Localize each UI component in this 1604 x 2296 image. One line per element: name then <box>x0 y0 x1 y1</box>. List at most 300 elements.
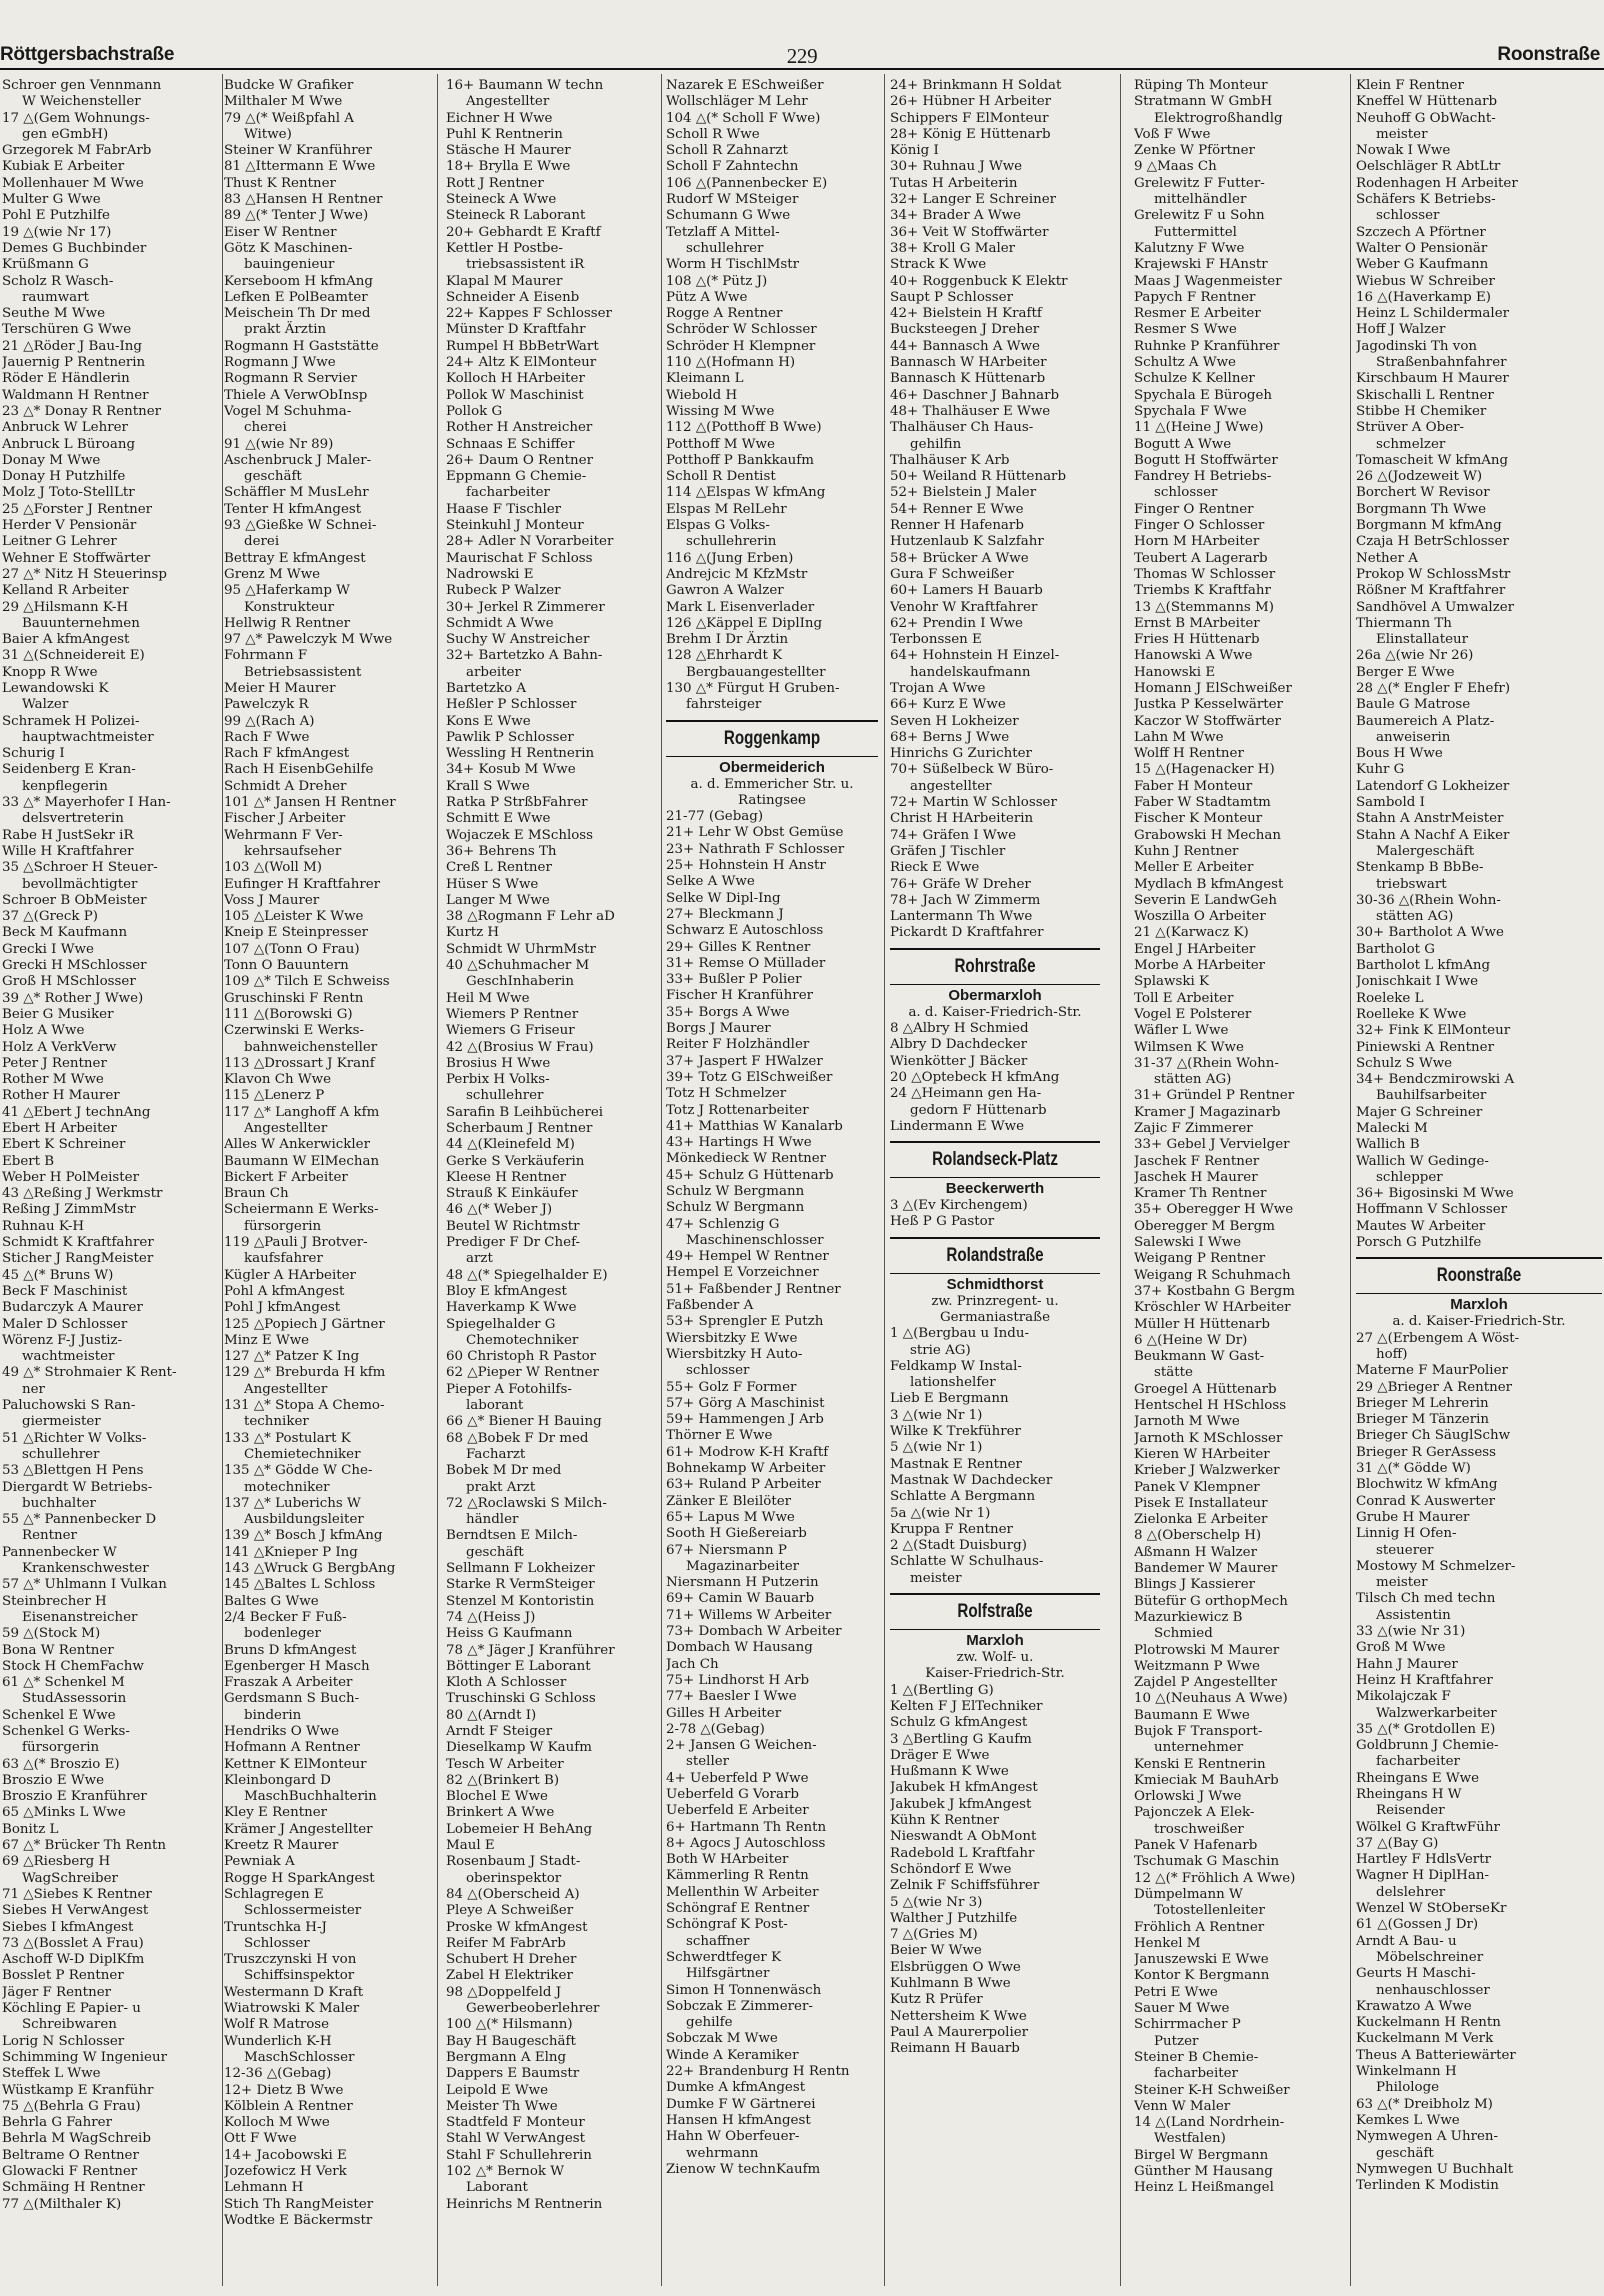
entry-continuation: prakt Ärztin <box>244 322 327 338</box>
directory-entry: Winde A Keramiker <box>666 2047 799 2063</box>
directory-entry: Totz J Rottenarbeiter <box>666 1102 809 1118</box>
directory-entry: Geurts H Maschi- <box>1356 1966 1476 1982</box>
directory-entry: Stibbe H Chemiker <box>1356 403 1487 419</box>
directory-entry: Schurig I <box>2 746 65 762</box>
entry-continuation: Gewerbeoberlehrer <box>466 2001 600 2017</box>
directory-entry: Rodenhagen H Arbeiter <box>1356 175 1518 191</box>
directory-entry: Brosius H Wwe <box>446 1055 551 1071</box>
directory-entry: 49 △* Strohmaier K Rent- <box>2 1365 177 1381</box>
entry-continuation: cherei <box>244 420 287 436</box>
directory-entry: Neuhoff G ObWacht- <box>1356 110 1496 126</box>
directory-entry: Grube H Maurer <box>1356 1509 1470 1525</box>
directory-entry: Mautes W Arbeiter <box>1356 1218 1486 1234</box>
entry-continuation: Schlosser <box>244 1935 310 1951</box>
directory-entry: Kuckelmann H Rentn <box>1356 2015 1501 2031</box>
directory-entry: Spiegelhalder G <box>446 1316 556 1332</box>
entry-continuation: wachtmeister <box>22 1349 115 1365</box>
street-heading-rule <box>890 1177 1100 1178</box>
directory-entry: 12-36 △(Gebag) <box>224 2066 332 2082</box>
directory-entry: Malecki M <box>1356 1121 1428 1136</box>
directory-entry: Dumke F W Gärtnerei <box>666 2096 816 2112</box>
entry-continuation: kehrsaufseher <box>244 843 342 859</box>
directory-entry: Paluchowski S Ran- <box>2 1398 136 1414</box>
directory-entry: 79 △(* Weißpfahl A <box>224 110 354 126</box>
directory-entry: Bona W Rentner <box>2 1642 114 1658</box>
directory-entry: Nazarek E ESchweißer <box>666 78 824 93</box>
entry-continuation: steuerer <box>1376 1542 1434 1558</box>
directory-entry: Maul E <box>446 1838 495 1854</box>
street-heading: Rohrstraße <box>954 955 1036 977</box>
directory-entry: Brieger R GerAssess <box>1356 1444 1497 1460</box>
entry-continuation: schullehrer <box>686 240 764 256</box>
directory-entry: Milthaler M Wwe <box>224 94 343 110</box>
street-heading: Roonstraße <box>1436 1265 1522 1287</box>
directory-entry: Wolff H Rentner <box>1134 746 1244 762</box>
directory-entry: 11 △(Heine J Wwe) <box>1134 420 1264 436</box>
directory-entry: Haase F Tischler <box>446 501 562 517</box>
directory-entry: Thomas W Schlosser <box>1134 566 1276 582</box>
entry-continuation: mittelhändler <box>1154 192 1247 208</box>
directory-entry: Ernst B MArbeiter <box>1134 615 1260 631</box>
entry-continuation: kenpflegerin <box>22 778 108 794</box>
directory-entry: Hartley F HdlsVertr <box>1356 1852 1491 1868</box>
entry-continuation: hoff) <box>1376 1346 1408 1362</box>
directory-entry: 10 △(Neuhaus A Wwe) <box>1134 1691 1288 1707</box>
page-number: 229 <box>786 44 818 68</box>
directory-entry: Schröder W Schlosser <box>666 322 817 338</box>
directory-entry: Borchert W Revisor <box>1356 485 1490 501</box>
directory-entry: 98 △Doppelfeld J <box>446 1984 562 2000</box>
directory-entry: 75 △(Behrla G Frau) <box>2 2098 141 2114</box>
entry-continuation: gen eGmbH) <box>22 126 109 142</box>
directory-entry: Rother M Wwe <box>2 1072 104 1088</box>
directory-entry: Grecki I Wwe <box>2 941 94 957</box>
directory-entry: Grelewitz F u Sohn <box>1134 208 1265 224</box>
directory-entry: Siebes I kfmAngest <box>2 1919 134 1935</box>
directory-entry: 23 △* Donay R Rentner <box>2 403 162 419</box>
directory-entry: Wallich B <box>1356 1137 1420 1153</box>
directory-entry: Stahl F Schullehrerin <box>446 2147 592 2163</box>
directory-entry: Grelewitz F Futter- <box>1134 175 1265 191</box>
directory-entry: 37+ Kostbahn G Bergm <box>1134 1283 1295 1299</box>
directory-entry: Bandemer W Maurer <box>1134 1561 1278 1577</box>
directory-entry: Dümpelmann W <box>1134 1886 1243 1902</box>
directory-entry: 2-78 △(Gebag) <box>666 1721 765 1737</box>
directory-entry: Grzegorek M FabrArb <box>2 143 152 159</box>
directory-entry: Scholl F Zahntechn <box>666 159 799 175</box>
directory-entry: Rach F Wwe <box>224 729 310 745</box>
entry-continuation: gehilfin <box>910 436 962 452</box>
entry-continuation: Bergbauangestellter <box>686 664 826 680</box>
directory-entry: Schmidt A Dreher <box>224 778 347 794</box>
directory-entry: Bettray E kfmAngest <box>224 550 366 566</box>
street-location: Kaiser-Friedrich-Str. <box>925 1666 1065 1682</box>
directory-entry: Tenter H kfmAngest <box>224 501 362 517</box>
directory-entry: Mostowy M Schmelzer- <box>1356 1558 1516 1574</box>
directory-entry: 28+ Adler N Vorarbeiter <box>446 534 614 550</box>
directory-entry: Ueberfeld E Arbeiter <box>666 1803 809 1819</box>
entry-continuation: stätten AG) <box>1376 909 1454 925</box>
directory-entry: Jarnoth K MSchlosser <box>1134 1430 1283 1446</box>
column-divider <box>884 74 885 2286</box>
directory-entry: 7 △(Gries M) <box>890 1927 978 1943</box>
directory-entry: Bartholot G <box>1356 941 1435 957</box>
directory-entry: Rogmann H Gaststätte <box>224 338 379 354</box>
directory-entry: 77 △(Milthaler K) <box>2 2196 122 2212</box>
directory-entry: 15 △(Hagenacker H) <box>1134 762 1275 778</box>
district-name: Marxloh <box>966 1632 1024 1650</box>
directory-entry: Nettersheim K Wwe <box>890 2008 1027 2024</box>
directory-entry: Faber W Stadtamtm <box>1134 795 1271 811</box>
directory-entry: Budcke W Grafiker <box>224 78 354 93</box>
directory-entry: Rumpel H BbBetrWart <box>446 338 599 354</box>
directory-entry: Baumann W ElMechan <box>224 1153 380 1169</box>
directory-entry: Rother H Maurer <box>2 1088 120 1104</box>
directory-entry: Nieswandt A ObMont <box>890 1829 1037 1845</box>
directory-entry: Krämer J Angestellter <box>224 1821 373 1837</box>
directory-entry: Schäfers K Betriebs- <box>1356 192 1496 208</box>
directory-entry: Pajonczek A Elek- <box>1134 1805 1255 1821</box>
directory-entry: Wessling H Rentnerin <box>446 746 595 762</box>
entry-continuation: delslehrer <box>1376 1884 1446 1900</box>
directory-entry: Maler D Schlosser <box>2 1316 128 1332</box>
entry-continuation: Hilfsgärtner <box>686 1966 770 1982</box>
street-heading: Rolfstraße <box>957 1601 1033 1623</box>
directory-entry: Gräfen J Tischler <box>890 843 1006 859</box>
directory-entry: 51 △Richter W Volks- <box>2 1430 147 1446</box>
directory-entry: Pohl J kfmAngest <box>224 1300 341 1316</box>
directory-entry: Holz A Wwe <box>2 1023 85 1039</box>
directory-entry: Schöndorf E Wwe <box>890 1861 1012 1877</box>
directory-entry: Strauß K Einkäufer <box>446 1186 578 1202</box>
directory-entry: Hentschel H HSchloss <box>1134 1398 1287 1414</box>
directory-entry: Aschenbruck J Maler- <box>224 452 372 468</box>
directory-entry: Strack K Wwe <box>890 257 987 273</box>
directory-entry: Terlinden K Modistin <box>1356 2178 1499 2194</box>
entry-continuation: oberinspektor <box>466 1870 562 1886</box>
street-location: a. d. Emmericher Str. u. <box>690 776 854 792</box>
directory-entry: Nymwegen U Buchhalt <box>1356 2161 1514 2177</box>
street-section <box>890 948 1100 1021</box>
directory-entry: Rößner M Kraftfahrer <box>1356 583 1506 599</box>
directory-entry: 35+ Borgs A Wwe <box>666 1004 790 1020</box>
entry-continuation: motechniker <box>244 1479 330 1495</box>
directory-entry: 21+ Lehr W Obst Gemüse <box>666 825 844 841</box>
directory-entry: Brehm I Dr Ärztin <box>666 632 789 648</box>
directory-entry: 115 △Lenerz P <box>224 1088 325 1104</box>
directory-entry: Lieb E Bergmann <box>890 1391 1009 1407</box>
directory-entry: Pohl A kfmAngest <box>224 1283 345 1299</box>
directory-entry: Lindermann E Wwe <box>890 1118 1025 1134</box>
directory-entry: Berndtsen E Milch- <box>446 1528 578 1544</box>
entry-continuation: handelskaufmann <box>910 664 1031 680</box>
directory-entry: Sambold I <box>1356 795 1425 811</box>
directory-entry: Scholl R Wwe <box>666 126 760 142</box>
directory-entry: Schöngraf E Rentner <box>666 1901 810 1917</box>
directory-entry: Brieger M Tänzerin <box>1356 1412 1490 1428</box>
directory-entry: Rheingans E Wwe <box>1356 1770 1480 1786</box>
directory-entry: 73+ Dombach W Arbeiter <box>666 1624 842 1640</box>
directory-entry: 21-77 (Gebag) <box>666 809 764 825</box>
directory-entry: 64+ Hohnstein H Einzel- <box>890 648 1060 664</box>
directory-entry: Fischer J Arbeiter <box>224 811 346 827</box>
entry-continuation: Philologe <box>1376 2080 1440 2096</box>
directory-entry: 25 △Forster J Rentner <box>2 501 153 517</box>
directory-entry: 55 △* Pannenbecker D <box>2 1512 157 1528</box>
directory-entry: Thalhäuser Ch Haus- <box>890 420 1034 436</box>
district-name: Beeckerwerth <box>945 1180 1045 1198</box>
directory-entry: Bous H Wwe <box>1356 746 1443 762</box>
directory-entry: Petri E Wwe <box>1134 1984 1218 2000</box>
directory-entry: Feldkamp W Instal- <box>890 1358 1022 1374</box>
directory-entry: Mikolajczak F <box>1356 1689 1451 1705</box>
directory-entry: Krajewski F HAnstr <box>1134 257 1268 273</box>
directory-entry: Roeleke L <box>1356 990 1424 1006</box>
directory-entry: 47+ Schlenzig G <box>666 1216 780 1232</box>
directory-entry: Bay H Baugeschäft <box>446 2033 576 2049</box>
directory-entry: Czaja H BetrSchlosser <box>1356 534 1509 550</box>
directory-entry: 48 △(* Spiegelhalder E) <box>446 1267 608 1283</box>
directory-entry: 21 △Röder J Bau-Ing <box>2 338 142 354</box>
directory-entry: Wehner E Stoffwärter <box>2 550 151 566</box>
directory-entry: 13 △(Stemmanns M) <box>1134 599 1274 615</box>
directory-entry: Rosenbaum J Stadt- <box>446 1854 581 1870</box>
directory-entry: Wörenz F-J Justiz- <box>2 1332 123 1348</box>
directory-entry: Steiner K-H Schweißer <box>1134 2082 1290 2098</box>
directory-entry: Beutel W Richtmstr <box>446 1218 580 1234</box>
directory-entry: 125 △Popiech J Gärtner <box>224 1316 385 1332</box>
directory-entry: Simon H Tonnenwäsch <box>666 1982 822 1998</box>
directory-entry: Günther M Hausang <box>1134 2164 1273 2179</box>
directory-entry: Scholl R Dentist <box>666 469 776 485</box>
directory-entry: 38+ Kroll G Maler <box>890 240 1016 256</box>
entry-continuation: fahrsteiger <box>686 697 762 713</box>
directory-entry: 52+ Bielstein J Maler <box>890 485 1037 501</box>
directory-entry: 59+ Hammengen J Arb <box>666 1412 824 1428</box>
directory-entry: 55+ Golz F Former <box>666 1379 797 1395</box>
directory-entry: Stahn A AnstrMeister <box>1356 811 1504 827</box>
directory-entry: Jaschek H Maurer <box>1134 1169 1258 1185</box>
entry-continuation: Bauunternehmen <box>22 615 140 631</box>
directory-entry: Linnig H Ofen- <box>1356 1526 1457 1542</box>
directory-entry: Severin E LandwGeh <box>1134 892 1277 908</box>
directory-entry: Beck F Maschinist <box>2 1283 128 1299</box>
directory-entry: Ebert K Schreiner <box>2 1137 126 1153</box>
district-name: Schmidthorst <box>946 1275 1044 1293</box>
directory-entry: Sooth H Gießereiarb <box>666 1526 807 1542</box>
directory-entry: Mastnak W Dachdecker <box>890 1472 1053 1488</box>
entry-continuation: WagSchreiber <box>22 1870 118 1886</box>
directory-entry: 84 △(Oberscheid A) <box>446 1886 580 1902</box>
directory-entry: 29+ Gilles K Rentner <box>666 939 811 955</box>
directory-entry: 27+ Bleckmann J <box>666 906 784 922</box>
directory-entry: Scheiermann E Werks- <box>224 1202 379 1218</box>
directory-entry: Steiner W Kranführer <box>224 143 372 159</box>
directory-entry: 100 △(* Hilsmann) <box>446 2017 573 2033</box>
directory-entry: 119 △Pauli J Brotver- <box>224 1235 368 1251</box>
directory-entry: Stenzel M Kontoristin <box>446 1593 595 1609</box>
directory-entry: 42 △(Brosius W Frau) <box>446 1039 594 1055</box>
directory-entry: Pannenbecker W <box>2 1544 117 1560</box>
entry-continuation: Elektrogroßhandlg <box>1154 110 1283 126</box>
directory-entry: Proske W kfmAngest <box>446 1919 588 1935</box>
directory-entry: Rabe H JustSekr iR <box>2 827 134 843</box>
entry-continuation: Schmied <box>1154 1626 1213 1642</box>
directory-entry: Schubert H Dreher <box>446 1952 577 1968</box>
directory-entry: Bloy E kfmAngest <box>446 1283 567 1299</box>
directory-entry: Weitzmann P Wwe <box>1134 1658 1260 1674</box>
directory-entry: Reifer M FabrArb <box>446 1935 566 1951</box>
directory-entry: 36+ Behrens Th <box>446 843 557 859</box>
directory-entry: Krawatzo A Wwe <box>1356 1998 1472 2014</box>
directory-entry: Bosslet P Rentner <box>2 1968 124 1984</box>
directory-entry: Stich Th RangMeister <box>224 2196 374 2212</box>
directory-entry: 8 △(Oberschelp H) <box>1134 1528 1262 1544</box>
directory-entry: Molz J Toto-StellLtr <box>2 485 135 501</box>
directory-entry: Hüser S Wwe <box>446 876 539 892</box>
directory-entry: Groß M Wwe <box>1356 1640 1446 1656</box>
directory-entry: Elspas G Volks- <box>666 518 770 534</box>
directory-entry: Rogge H SparkAngest <box>224 1870 375 1886</box>
directory-entry: Elspas M RelLehr <box>666 501 787 517</box>
directory-entry: 127 △* Patzer K Ing <box>224 1349 360 1365</box>
directory-entry: Both W HArbeiter <box>666 1852 789 1868</box>
entry-continuation: steller <box>686 1754 730 1770</box>
directory-entry: 6+ Hartmann Th Rentn <box>666 1819 827 1835</box>
entry-continuation: bauingenieur <box>244 257 335 273</box>
directory-entry: Voß F Wwe <box>1134 126 1211 142</box>
directory-entry: Zabel H Elektriker <box>446 1968 573 1984</box>
directory-entry: 3 △(wie Nr 1) <box>890 1407 983 1423</box>
directory-entry: 44 △(Kleinefeld M) <box>446 1137 575 1153</box>
entry-continuation: meister <box>1376 126 1428 142</box>
directory-entry: Fandrey H Betriebs- <box>1134 469 1272 485</box>
directory-entry: Braun Ch <box>224 1186 289 1202</box>
entry-continuation: Schiffsinspektor <box>244 1968 355 1984</box>
directory-entry: 65+ Lapus M Wwe <box>666 1509 795 1525</box>
entry-continuation: Malergeschäft <box>1376 843 1475 859</box>
directory-entry: 54+ Renner E Wwe <box>890 501 1024 517</box>
directory-entry: 2+ Jansen G Weichen- <box>666 1738 817 1754</box>
directory-entry: Panek V Hafenarb <box>1134 1838 1258 1854</box>
directory-entry: Dieselkamp W Kaufm <box>446 1740 592 1756</box>
entry-continuation: schullehrer <box>466 1088 544 1104</box>
directory-entry: Klein F Rentner <box>1356 78 1464 93</box>
directory-entry: Steineck A Wwe <box>446 192 557 208</box>
directory-entry: Reimann H Bauarb <box>890 2041 1020 2057</box>
directory-entry: Fraszak A Arbeiter <box>224 1675 353 1691</box>
directory-entry: 26 △(Jodzeweit W) <box>1356 469 1483 485</box>
directory-entry: 16 △(Haverkamp E) <box>1356 289 1491 305</box>
directory-entry: Kuhr G <box>1356 762 1405 778</box>
entry-continuation: troschweißer <box>1154 1821 1244 1837</box>
directory-entry: Grecki H MSchlosser <box>2 958 147 974</box>
entry-continuation: angestellter <box>910 778 992 794</box>
directory-entry: Dumke A kfmAngest <box>666 2080 806 2096</box>
directory-entry: 61 △* Schenkel M <box>2 1675 125 1691</box>
directory-entry: Langer M Wwe <box>446 892 550 908</box>
directory-entry: Beier G Musiker <box>2 1006 114 1022</box>
street-location: Ratingsee <box>738 792 806 808</box>
directory-entry: Fischer H Kranführer <box>666 988 814 1004</box>
directory-entry: Schmäing H Rentner <box>2 2180 145 2196</box>
directory-entry: Broszio E Kranführer <box>2 1789 147 1805</box>
directory-entry: 107 △(Tonn O Frau) <box>224 941 360 957</box>
directory-entry: 45+ Schulz G Hüttenarb <box>666 1167 834 1183</box>
directory-entry: 16+ Baumann W techn <box>446 78 604 93</box>
directory-entry: Orlowski J Wwe <box>1134 1789 1242 1805</box>
entry-continuation: derei <box>244 534 280 550</box>
street-section <box>890 1141 1100 1198</box>
directory-entry: Vogel M Schuhma- <box>224 403 352 419</box>
directory-entry: Schulz W Bergmann <box>666 1184 805 1199</box>
directory-entry: Wüstkamp E Kranführ <box>2 2082 154 2098</box>
directory-entry: Wiatrowski K Maler <box>224 2001 360 2017</box>
directory-entry: Selke W Dipl-Ing <box>666 890 781 906</box>
entry-continuation: Facharzt <box>466 1446 526 1462</box>
directory-entry: 117 △* Langhoff A kfm <box>224 1104 380 1120</box>
entry-continuation: stätten AG) <box>1154 1072 1232 1088</box>
directory-entry: 131 △* Stopa A Chemo- <box>224 1398 385 1414</box>
directory-entry: Kölblein A Rentner <box>224 2098 353 2114</box>
directory-entry: Jakubek J kfmAngest <box>890 1796 1032 1812</box>
directory-entry: 39 △* Rother J Wwe) <box>2 990 144 1006</box>
directory-entry: Ratka P StrßbFahrer <box>446 795 588 811</box>
column-divider <box>1350 74 1351 2286</box>
directory-entry: Kneip E Steinpresser <box>224 925 369 941</box>
directory-entry: 32+ Bartetzko A Bahn- <box>446 648 603 664</box>
directory-entry: Kühn K Rentner <box>890 1813 1000 1829</box>
directory-entry: Bannasch K Hüttenarb <box>890 371 1046 387</box>
street-section <box>1356 1257 1602 1330</box>
directory-entry: Pütz A Wwe <box>666 289 748 305</box>
directory-entry: Zenke W Pförtner <box>1134 143 1255 159</box>
directory-entry: Kutz R Prüfer <box>890 1992 983 2008</box>
directory-entry: Zänker E Bleilöter <box>666 1493 792 1509</box>
directory-entry: Papych F Rentner <box>1134 289 1256 305</box>
directory-entry: Wille H Kraftfahrer <box>2 843 134 859</box>
directory-entry: Sobczak M Wwe <box>666 2031 778 2047</box>
directory-entry: Teubert A Lagerarb <box>1134 550 1268 566</box>
entry-continuation: meister <box>910 1570 962 1586</box>
directory-entry: Rogmann J Wwe <box>224 355 336 371</box>
column-2 <box>224 78 434 2288</box>
directory-entry: Jarnoth M Wwe <box>1134 1414 1240 1430</box>
entry-continuation: kaufsfahrer <box>244 1251 323 1267</box>
directory-entry: Budarczyk A Maurer <box>2 1300 143 1316</box>
directory-entry: 24+ Altz K ElMonteur <box>446 355 597 371</box>
directory-entry: 31+ Gründel P Rentner <box>1134 1088 1295 1104</box>
directory-entry: Pawelczyk R <box>224 697 309 713</box>
directory-entry: Bonitz L <box>2 1821 59 1837</box>
directory-entry: Steiner B Chemie- <box>1134 2049 1259 2065</box>
directory-entry: Scholz R Wasch- <box>2 273 114 289</box>
directory-entry: Hoff J Walzer <box>1356 322 1446 338</box>
directory-entry: 33 △* Mayerhofer I Han- <box>2 795 171 811</box>
directory-entry: Blings J Kassierer <box>1134 1577 1256 1593</box>
directory-entry: 45 △(* Bruns W) <box>2 1267 114 1283</box>
directory-entry: Rubeck P Walzer <box>446 583 561 599</box>
directory-entry: Hinrichs G Zurichter <box>890 746 1032 762</box>
directory-entry: Berger E Wwe <box>1356 664 1455 680</box>
directory-entry: Thiermann Th <box>1356 615 1452 631</box>
column-divider <box>437 74 438 2286</box>
directory-entry: Radebold L Kraftfahr <box>890 1845 1035 1861</box>
directory-entry: Aschoff W-D DiplKfm <box>2 1952 145 1968</box>
directory-entry: 31-37 △(Rhein Wohn- <box>1134 1055 1279 1071</box>
directory-entry: Oelschläger R AbtLtr <box>1356 159 1501 175</box>
directory-entry: Woszilla O Arbeiter <box>1134 909 1266 925</box>
